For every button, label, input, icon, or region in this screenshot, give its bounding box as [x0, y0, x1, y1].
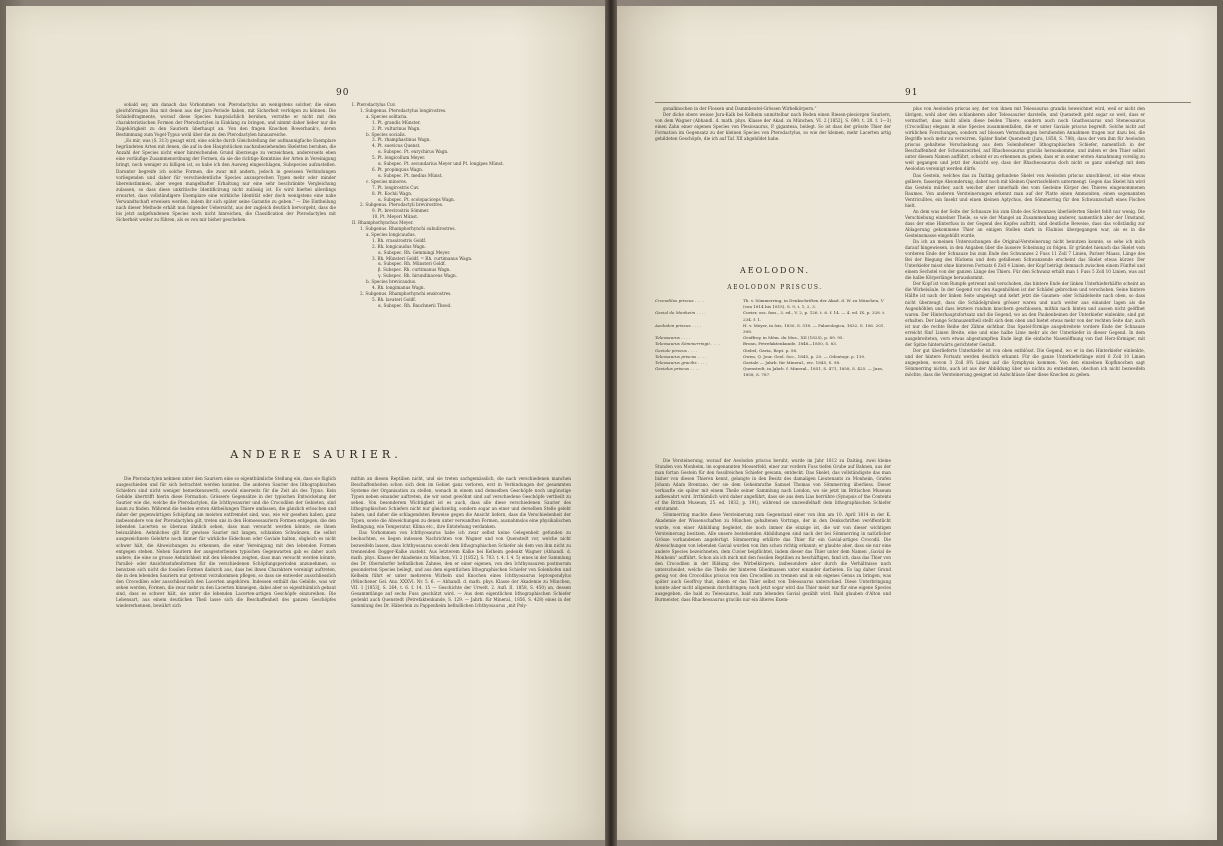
text-column-top-left: [655, 106, 891, 204]
classification-item: 7. Pt. longirostris Cuv.: [372, 184, 420, 190]
paragraph: plus von Aeolodon priscus sey, der von ihnen mit Teleosaurus grandis beweichnet wird, weil er nicht den übrigen, wohl aber den schlankeren aller Teleosaurier darstelle, und Quenstedt geht sogar so weit, dass er vermuthet, dass nicht allein diese beiden Thiere, sondern auch noch Gnathosaurus und Steneosaurus (Crocodilus) elegans in eine Species zusammenfallen, die er unter Gaviale priscus begreift. Solche nicht auf wirklichen Forschungen, sondern auf blossen Vermuthungen beruhenden Annahmen tragen nur dazu bei, die Begriffe noch mehr zu verwirren. Später findet Quenstedt (Jura, 1858, S. 788), dass der vom ihm für Aeolodon priscus gehaltene Verschiebung aus dem Solenhofener lithographischen Schiefer, namentlich in der Beschaffenheit der Schwanzwirbel, auf Rhacheosaurus gracilis herauskomme, und indem er den Thier selbst unter diesem Namen aufführt, scheint er zu erkennen zu geben, dass er in seiner ersten Annahmung voreilig zu weit gegangen und jetzt der Ansicht sey, dass der Rhacheosaurus doch nicht so ganz unbefugt mit dem Aeolodon vereinigt werden dürfe.: [905, 106, 1145, 172]
synonymy-entry: [655, 298, 891, 310]
paragraph: Der gut überlieferte Unterkiefer ist von oben entblösst. Die Gegend, wo er in den Hinterkiefer einlenkte, und der hintere Fortsatz werden deutlich erkannt. Für die ganze Unterkieferlänge wird 6 Zoll 10 Linien angegeben, wovon 3 Zoll 8¾ Linien auf die Symphysis kommen. Von den einzelnen Kopfknochen sagt Sömmerring nichts, auch ist aus der Abbildung über sie nichts zu entnehmen, obschon ich nicht bezweifeln möchte, dass die Versteinerung geeignet ist Aufschlüsse über diese Knochen zu geben.: [905, 347, 1145, 378]
classification-item: 5. Pt. longicollum Meyer.: [372, 155, 426, 161]
classification-item: c. Species minores.: [366, 178, 408, 184]
classification-item: a. Species solitaria.: [366, 113, 408, 119]
synonym-name: Teleosaurus gracilis . . . .: [655, 360, 707, 366]
paragraph: Der Kopf ist vom Rumpfe getrennt und verschoben, das hintere Ende der linken Unterkieferhälfte scheint an die Wirbelsäule. In der Gegend vor den Augenhöhlen ist der Schädel gebrochen und verschoben. Seine hintere Hälfte ist nach der linken Seite umgelegt und kehrt jetzt die Gaumen- oder Schädelseite nach oben, so dass nicht überzeugt, dass die Schädelgruben grösser waren und nach weiter aus einander lagen als die Augenhöhlen und dass letztere rundum knochern geschlossen, mithin nach hinten und aussen nicht geöffnet waren. Der Hinterhauptsfortsatz und die Gegend, wo an den Paukenbeinen der Unterkiefer einlenkte, sind gut erhalten. Der lange Schnauzentheil stellt sich dem oben und bietet etwas mehr von der rechten Seite dar; auch ist nur die rechte Reihe der Zähne sichtbar. Das Spatel-förmige ausgebreitete vordere Ende der Schnauze erreicht fünf Linien Breite, eine und eine halbe Linie mehr als der Unterkiefer in dieser Gegend. In dem ausgebreiteten, vorn etwas abgestumpften Ende liegt die einfache Nasenöffnung von fast Herz-förmiger, mit der Spitze hinterwärts gerichteter Gestalt.: [905, 281, 1145, 347]
paragraph: sobald sey, um danach das Vorkommen von Pterodactylus an wenigstens solcher, die einen gleichförmigen Bau mit denen aus der Jura-Periode haben, mit Sicherheit verfolgen zu können. Die Schädelfragmente, worauf diese Species hauptsächlich beruhen, verrathe er nicht mit den charakteristischen Formen der Pterodactylen in Einklang zu bringen, und nimmt daher lieber nur die Zugehörigkeit zu den Sauriern überhaupt an. Von den fragen Knochen Bowerbank's, deren Bestimmung zum Vogel-Typus wohl über die zu den Pterodactylen hinausreiche.: [116, 102, 336, 138]
text-column-bottom-right: [351, 476, 571, 832]
paragraph: Die Pterodactylen nehmen unter den Sauriern eine so eigenthümliche Stellung ein, dass sie füglich ausgeschieden und für sich betrachtet werden konnten. Die anderen Saurier des lithographischen Schiefers sind nicht weniger bemerkenswerth, sowohl einerseits für die Zeit als des Typus. Kein Gebilde übertrifft hierin diese Formation. Grössere Gegensätze in der typischen Entwickelung der Saurier wie die, welche die Pterodactylen, die Ichthyosaurier und die Crocodilen der Gebieten, sind kaum zu finden. Während die beiden ersten Abtheilungen Thiere umfassen, die gänzlich erloschen und daher der gegenwärtigen Schöpfung am meisten entfremdet sind, was, wie wir gesehen haben, ganz insbesondere von der Pterodactylen gilt, treten uns in den Homoeosauriern Formen entgegen, die den lebenden Lacerten so überaus ähnlich sehen, dass man versucht werden könnte, sie ihnen beizuzählen. Aehnliches gilt für gewisse Saurier mit langen, schlanken Schwänzen, die selbst ausgezeichnete Gelehrte noch immer für wirkliche Eidechsen oder Gaviale halten, obgleich es nicht schwer hält, die Abweichungen zu erkennen, die einer Vereinigung mit den lebenden Formen entgegen stehen. Neben Sauriern der ausgestorbenen typischen Gegenwarten gab es daher auch andere, die eine so grosse Aehnlichkeit mit den lebenden zeigten, dass man versucht werden könnte, Parallel- oder Ansichtsstufenformen für die verschiedenen Schöpfungsperioden anzunehmen, so benutzen sich nicht die fossilen Formen dadurch aus, dass bei ihnen Charaktere vereinigt auftreten, die in den lebenden Sauriern nur getrennt vorzukommen pflegen, so dass sie entweder ausschliesslich den Crocodilen oder ausschliesslich den Lacerten angehören. Indessen enthält das Gebilde, was wir sehen werden, Formen, die zwar mehr zu den Lacerten hinneigen, dabei aber so eigenthümlich gebaut sind, dass es schwer hält, sie unter die lebenden Lacerten-artigen Geschöpfe einzureihen. Die Lebensart, aus einem deutlichen Theil lasse sich die Beschaffenheit des ganzen Geschöpfes wiedererkennen, bewährt sich: [116, 476, 336, 608]
paragraph: Da ich an meinen Untersuchungen die Original-Versteinerung nicht benutzen konnte, so sehe ich mich darauf hingewiesen, in den Angaben über die äussere Scheinung zu folgen. Er gründet hienach das Skelet vom vorderen Ende der Schnauze bis zum Ende des Schwanzes 2 Fuss 11 Zoll 7 Linien, Pariser Maass, Länge des Bei der Biegung des Rückens und dem gefallenen Schwanzende erscheint das Skelet etwas kürzer. Der Unterkiefer misst ohne hinteren Fortsatz 6 Zoll 4 Linien, der Kopf beträgt demnach zwischen einem Fünftel und einem Sechstel von der ganzen Länge des Thiers. Für den Schwanz erhält man 1 Fuss 5 Zoll 10 Linien, was auf die halbe Körperlänge herauskommt.: [905, 239, 1145, 281]
synonym-reference: Giebel, Gavia, Rept. p. 56.: [743, 347, 798, 353]
section-title: ANDERE SAURIER.: [230, 448, 402, 461]
genus-title: AEOLODON.: [739, 266, 811, 275]
book-gutter: [605, 0, 617, 846]
paragraph: mithin an diesen Reptilien nicht, und sie treten sachgemässlich, die nach verschiedenen manchen Beschaffenheiten schon sich dem im Gebiet ganz verloren, erst in Verbindungen der gesammten Systeme der Organisation zu stellen, wonach in einem und demselben Geschöpfe noch ungünstige Typen neben einander auftreten, die wir sonst gewöhnt sind auf verschiedene Geschöpfe vertheilt zu sehen. Von besonderem Wichtigkeit ist es auch, dass alle diese verschiedenen Saurier des lithographischen Schiefers nicht nur gleichzeitig, sondern sogar an einer und derselben Stelle gelebt haben, und daher die schlagendsten Beweise gegen die Ansicht liefern, dass die Verschiedenheit der Typen, sowie die Abweichungen zu denen unter verwandten Formen, ausnahmslos eine physikalischen Bedingung, wie Temperatur, Klima etc., ihre Entstehung verdanken.: [351, 476, 571, 530]
classification-item: 2. Subgenus. Rhamphorhynchi ensirostres.: [360, 291, 452, 296]
classification-item: 1. Pt. grandis Münster.: [372, 119, 421, 125]
paragraph: Das Gestein, welches das zu Daiting gefundene Skelet von Aeolodon priscus umschliesst, ist eine etwas gelbere, fasserige Absonderung, daher noch mit kleinen Querrissfehlern untermengt. Gegen das Skelet hin wird das Gestein mürber, auch weicher aber innerhalb des vom Gesteine Körper des Thieres eingenommenen Raumes. Von anderen Versteinerungen erkennt man auf der Platte einen Ammoniten, einen sogenannten Ventriculites, ein Insekt und einen kleinen Aptychus, den Sömmerring für den Schwanzschaft eines Fisches hielt.: [905, 172, 1145, 208]
text-column-bottom-left: [116, 476, 336, 832]
species-title: AEOLODON PRISCUS.: [727, 284, 823, 291]
classification-item: II. Rhamphorhynchus Meyer.: [352, 220, 414, 226]
synonym-reference: H. v. Meyer, in Isis, 1830, S. 518. — Palaeologica, 1832, S. 106. 201. 308.: [743, 322, 885, 335]
classification-item: 2. Pt. vulturinus Wagn.: [372, 125, 421, 131]
synonymy-entry: [655, 323, 891, 335]
classification-item: a. Species longicaudus.: [366, 231, 416, 237]
classification-item: 9. Pt. brevirostris Sömmer.: [372, 208, 430, 214]
paragraph: gonalknochen in der Flossen und Dammbeutel-Grössen Wirbelkörpern.“: [663, 106, 817, 111]
classification-item: α. Subspec. Pt. scolopaciceps Wagn.: [378, 196, 456, 202]
synonym-reference: Owen, Q. Jour. Geol. Soc., 1845, p. 20. — Odontogr. p. 130.: [743, 353, 866, 359]
classification-item: 1. Subgenus. Rhamphorhynchi subulirostres.: [360, 226, 456, 232]
paragraph: Der dicke obere weisse Jura-Kalk bei Kelheim unmittelbar nach Boden einen Riesen-plesiorgen Sauriern, von dem Wagner (Abhandl. d. math. phys. Klasse der Akad. zu München, VI. 2 [1852], S. 690. t. 20. f. 1—3) einen Zahn einer eigenen Species von Plesiosaurus, P. gigantesa, beilegt. So ist dass der grösste Thier der Formation im Gegensatz zu der kleinen Species von Pterodactylus, so wie der kleinen, mehr Lacerten artig gebildeten Geschöpfe, die ich auf Taf. XII abgebildet habe.: [655, 112, 891, 142]
synonym-reference: Bronn, Petrefaktenkunde, 1848—1850, S. 83.: [743, 341, 838, 347]
paragraph: Die Versteinerung, worauf der Aeolodon priscus beruht, wurde im Jahr 1812 zu Daiting, zwei kleine Stunden von Monheim, im sogenannten Mooserfeld, einer zur vordern Fuss tiefen Grube auf Bahnen, aus der man fortan Gestein für den fossilreichen Schiefer gewann, entdeckt. Das Skelet, das vollständigste das man bisher von diesen Thieren kennt, gelangte in den Besitz des damaligen Lieutenants zu Monheim, Grafen Johann Adam Brentano, der sie dem Geheimrathe Samuel Thomas von Sömmerring überliess. Dieser verkaufte sie später mit einem Theile seiner Sammlung nach London, wo sie jetzt im Britischen Museum aufbewahrt wird. Irrthümlich wird daher angeführt, dass sie aus dem Lias herrühre (Synopsis of the Contents of the British Museum, 25. ed. 1832, p. 191), während sie unzweifelhaft dem lithographischen Schiefer entstammt.: [655, 458, 891, 512]
synonym-reference: Cuvier, oss. foss., 3. ed., V. 2, p. 126. t. 6. f. 14. — 4. ed. IX. p. 328. t. 234. f. 1.: [743, 310, 886, 322]
page-number: 91: [905, 88, 919, 98]
classification-item: 2. Subgenus. Pterodactyli brevirostres.: [360, 202, 444, 208]
classification-list: [352, 102, 552, 309]
synonym-reference: Gaviale — Jahrb. für Mineral., etc. 1845, S. 98.: [743, 360, 841, 366]
classification-item: 1. Rh. crassirostris Goldf.: [372, 237, 427, 243]
left-page: [6, 6, 606, 840]
page-number: 90: [336, 88, 350, 98]
synonymy-list: [655, 298, 891, 379]
classification-item: 4. Rh. longimanus Wagn.: [372, 285, 425, 291]
paragraph: „Es mir, was (S. 313) gesagt wird, eine solche durch Gleichstellung der aufmannigfache Exemplare begründeten Arten mit denen, die auf in den Hauptstücken nachzubeziehenden Skeletten beruhen, die Anzahl der Species nicht einer hinreichenden Grund überzeuge zu verzeichnen, andererseits eben eine vorläufige Zusammenordnung der Formen, da sie die richtige Kenntniss der Arten in Vereinigung bringt, noch weniger zu billigen ist, so habe ich den Ausweg eingeschlagen, Subspecies aufzustellen. Darunter begreife ich solche Formen, die zwar mit andern, jedoch in gewissen Verbindungen vorliegenden und daher für verschiedentliche Species anzusprechen Typen mehr oder minder übereinstimmen, aber wegen mangelhafter Erhaltung nur eine sehr beschränkte Vergleichung zulassen, so dass diese unkritische Identificirung nicht zulässig ist. Es wird hierbei allerdings erwartet, dass vollständigere Exemplare eine wirkliche Identität oder doch wenigstens eine nahe Verwandtschaft erweisen werden, indem ihr sich später seine Garantie zu geben.“ — Die Eintheilung nach dieser Methode erhält nun folgender Uebersicht, aus der zugleich deutlich hervorgeht, dass die bis jetzt aufgefundenen Species noch nicht hinreichen, die Classification der Pterodactylen mit Sicherheit weiter zu führen, als es von mir bisher geschehen.: [116, 138, 336, 222]
synonym-name: Aeolodon priscus . . . .: [655, 322, 702, 328]
classification-item: α. Subspec. Pt. medius Münst.: [378, 172, 443, 178]
classification-item: 5. Rh. lavateri Goldf.: [372, 296, 416, 302]
synonymy-entry: [655, 310, 891, 322]
classification-item: 6. Pt. propinquus Wagn.: [372, 166, 424, 172]
classification-item: γ. Subspec. Rh. hirundinaceus Wagn.: [378, 273, 458, 279]
right-page: [617, 6, 1217, 840]
synonym-reference: Quenstedt, in Jahrb. f. Mineral., 1851, S. 471, 1858, S. 425. — Jura, 1858, S. 787.: [743, 366, 884, 378]
synonym-name: Gaviale priscus . . . .: [655, 347, 698, 353]
classification-item: 3. Rh. Münsteri Goldf. = Rh. curtimanus Wagn.: [372, 255, 473, 261]
text-column-bottom-left: [655, 458, 891, 834]
paragraph: An dem was der Seite der Schnauze bis zum Ende des Schwanzes überlieferten Skelet fehlt nur wenig. Die Verschiebung einzelner Theile, so wie der Mangel an Zusammenhang anderer, namentlich aber der Umstand, dass der eine Hinterfuss in der Gegend des Kopfes auftritt, sind deutliche Beweise, dass das vollständig zur Ablagerung gekommene Thier an einigen Stellen stark in Fäulniss übergegangen war, als es in die Gesteinsmasse eingehüllt wurde.: [905, 208, 1145, 238]
synonymy-entry: [655, 366, 891, 378]
synonym-name: Teleosaurus Sömmerringii . . . .: [655, 341, 721, 347]
classification-item: I. Pterodactylus Cuv.: [352, 102, 397, 107]
synonym-reference: Th. v. Sömmerring, in Denkschriften der Akad. d. W. zu München, V (von 1814 bis 1815), S. 9, t. 1, 2, 3.: [743, 298, 884, 310]
synonym-name: Teleosaurus . . . .: [655, 335, 691, 341]
synonym-name: Crocodilus priscus . . . .: [655, 298, 705, 303]
paragraph: Sömmerring machte diese Versteinerung zum Gegenstand einer von ihm am 10. April 1814 in der K. Akademie der Wissenschaften zu München gehaltenen Vortrags, der in den Denkschriften veröffentlicht wurde, von einer Abbildung begleitet, die noch immer die einzige ist, die wir von dieser wichtigen Versteinerung besitzen. Alle unsere bestehenden Abbildungen sind nach der bei Sömmerring in natürlicher Grösse vorhandenen angefertigt. Sömmerring erklärte das Thier für ein Gavial-artiges Crocodil. Die Abweichungen von lebenden Gavial wurden von ihm schon richtig erkannt; er glaubte aber, dass sie nur eine andere Species bezeichneten, dem Cuvier beipflichtet, indem dieser das Thier unter dem Namen „Gavial de Monheim“ aufführt. Schon als ich mich mit den fossilen Reptilien zu beschäftigen, fand ich, dass das Thier von den Crocodilen in der Bildung des Wirbelkörpers, insbesondere aber durch die Verhältnisse nach unterscheidet, welche die Theile der hinteren Gliedmassen unter einander darbieten. Es lag daher Grund genug vor, den Crocodilus priscus von den Crocodilen zu trennen und in ein eigenes Genus zu bringen, was später auch Geoffroy that, indem er das Thier selbst von Teleosaurus unterschied. Diese Unterbringung konnte aber nicht allgemein durchdringen; noch jetzt sogar wird das Thier meist nur für eine eigene Species ausgegeben, die bald zu Teleosaurus, bald zum lebenden Gavial gezählt wird. Bald glauben d'Alton und Burmeister, dass Rhacheosaurus gracilis nur ein älteres Exem-: [655, 512, 891, 603]
synonym-name: Teleosaurus priscus . . . .: [655, 353, 707, 359]
synonym-name: Gavialus priscus . . . .: [655, 366, 700, 372]
classification-item: α. Subspec. Pt. secundarius Meyer und Pt. longipes Münst.: [378, 161, 504, 167]
synonym-name: Gavial de Monheim . . . .: [655, 310, 706, 316]
header-rule: [655, 102, 1191, 103]
classification-item: α. Subspec. Pt. eurychirus Wagn.: [378, 149, 449, 155]
classification-item: 4. Pt. suevicus Quenst.: [372, 143, 421, 149]
classification-item: β. Subspec. Rh. curtimanus Wagn.: [378, 267, 451, 273]
classification-item: 10. Pt. Meyeri Münst.: [372, 214, 419, 220]
paragraph: Das Vorkommen von Ichthyosaurus habe ich zwar selbst keine Gelegenheit gefunden zu beobachten, es liegen indessen Nachrichten von Wagner und von Quenstedt vor, welche nicht bezweifeln lassen, dass Ichthyosaurus sowohl dem lithographischen Schiefer als dem von ihm nicht zu trennenden Dogger-Kalke zusteht. Aus letzterem Kalke bei Kelheim gedenkt Wagner (Abhandl. d. math. phys. Klasse der Akademie zu München, VI. 2 [1852], S. 703. t. 4. f. 4. 5) eines in der Sammlung des Dr. Oberndorfer befindlichen Zahnes, den er einer eigenen, von den Ichthyosauren postmorum gesonderten Species beilegt, und aus dem eigentlichen lithographischen Schiefer von Solenhofen und Kelheim führt er unter mehreren Wirbeln und Knochen eines Ichthyosaurus leptospondylus (Münchener Gel. Anz. XXXVI. Nr. 5. 6. — Abhandl. d. math. phys. Klasse der Akademie zu München, VII. 1 [1853], S. 264, t. 6. f. 14, 15 — Geschichte der Urwelt, 2. Aufl. II. 1858, S. 450) an, dessen Gesammtlänge auf sechs Fuss geschätzt wird. — Aus dem eigentlichen lithographischen Schiefer gedenkt auch Quenstedt (Petrefaktenkunde, S. 129. — Jahrb. für Mineral., 1856, S. 428) eines in der Sammlung des Dr. Häberlein zu Pappenheim befindlichen Ichthyosaurus „mit Poly-: [351, 530, 571, 608]
classification-item: α. Subspec. Rh. Bauchnerii Theod.: [378, 302, 452, 308]
classification-item: α. Subspec. Rh. Gemmingi Meyer.: [378, 249, 451, 255]
classification-item: 1. Subgenus. Pterodactylus longirostres.: [360, 107, 447, 113]
text-column-top-left: [116, 102, 336, 362]
text-column-right: [905, 106, 1145, 834]
classification-item: b. Species brevicaudus.: [366, 279, 417, 285]
classification-item: 8. Pt. Kochii Wagn.: [372, 190, 413, 196]
classification-item: α. Subspec. Rh. Münsteri Goldf.: [378, 261, 446, 267]
synonym-reference: Geoffroy, in Mém. du Mus., XII (1825), p. 89. 95.: [743, 335, 844, 341]
classification-item: 2. Rh. longicaudus Wagn.: [372, 243, 426, 249]
classification-item: b. Species socialis.: [366, 131, 407, 137]
classification-item: 3. Pt. rhamphastinus Wagn.: [372, 137, 431, 143]
